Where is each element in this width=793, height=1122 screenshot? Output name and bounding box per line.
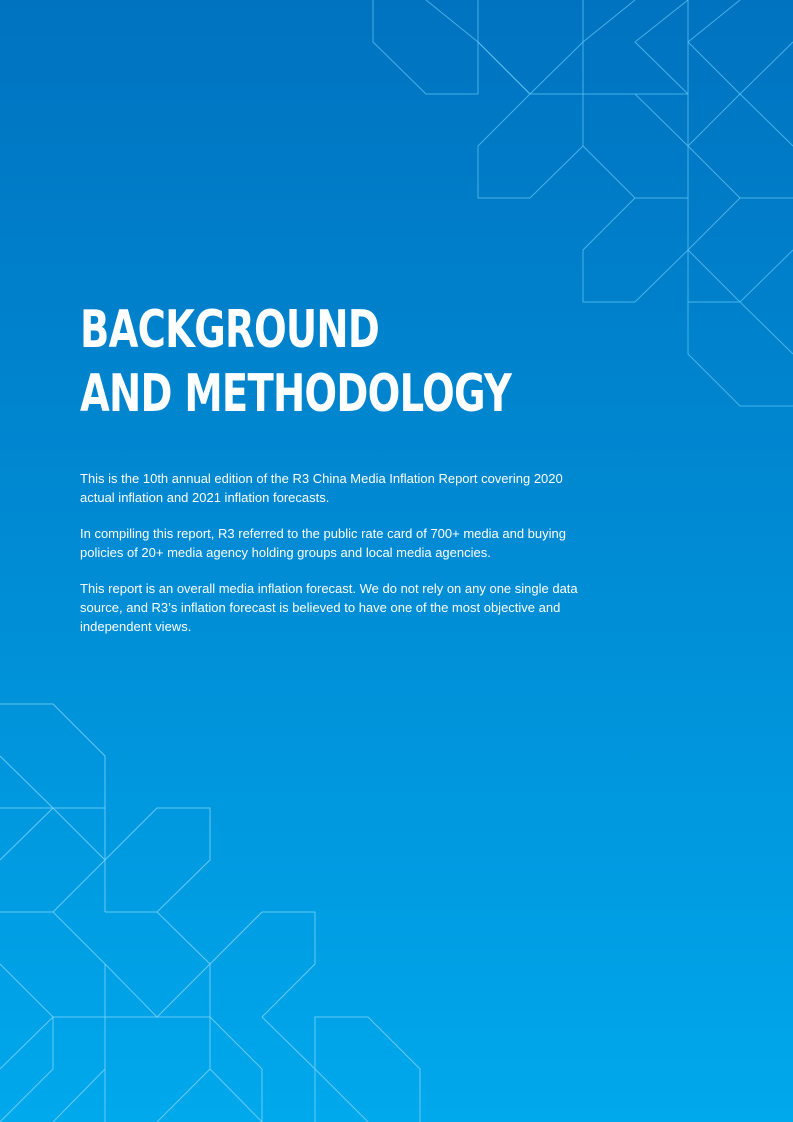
title-line-1: BACKGROUND — [80, 300, 380, 360]
paragraph-forecast: This report is an overall media inflation forecast. We do not rely on any one single data source, and R3’s inflation forecast is believed to have one of the most objective and independent views. — [80, 581, 578, 634]
title-line-2: AND METHODOLOGY — [80, 364, 512, 424]
paragraph-sources: In compiling this report, R3 referred to the public rate card of 700+ media and buying policies of 20+ media agency holding groups and local media agencies. — [80, 526, 566, 560]
paragraph-intro: This is the 10th annual edition of the R3 China Media Inflation Report covering 2020 actual inflation and 2021 inflation forecasts. — [80, 471, 563, 505]
page-title — [80, 298, 511, 426]
body-text — [80, 469, 600, 653]
